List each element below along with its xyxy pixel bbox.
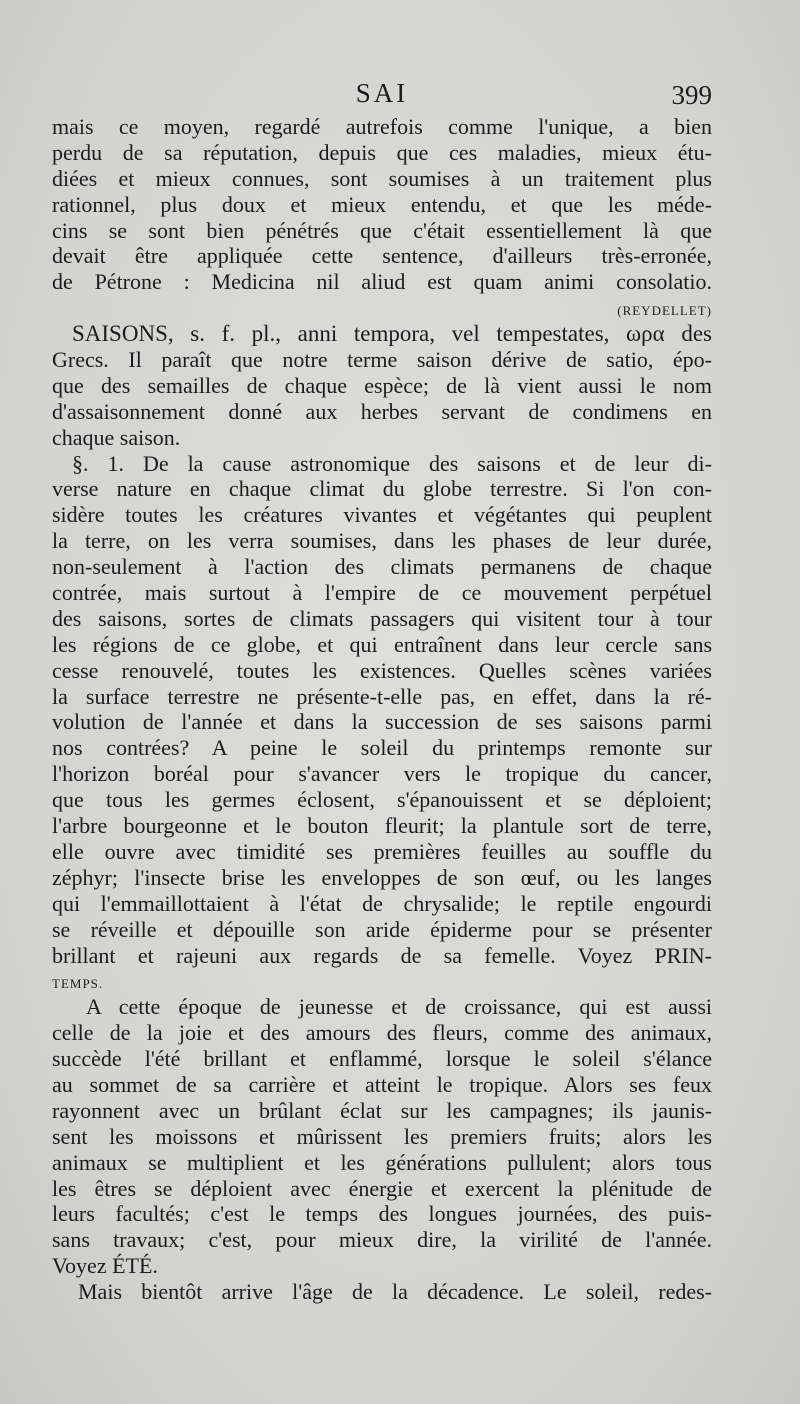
text-line: leurs facultés; c'est le temps des longues journées, des puis- [52,1201,712,1227]
text-line: devait être appliquée cette sentence, d'ailleurs très-erronée, [52,243,712,269]
text-line: les êtres se déploient avec énergie et exercent la plénitude de [52,1175,712,1201]
text-line: succède l'été brillant et enflammé, lorsque le soleil s'élance [52,1046,712,1072]
text-line: sans travaux; c'est, pour mieux dire, la virilité de l'année. [52,1227,712,1253]
text-line: que tous les germes éclosent, s'épanouissent et se déploient; [52,787,712,813]
cross-reference: TEMPS. [52,976,104,992]
text-line: perdu de sa réputation, depuis que ces maladies, mieux étu- [52,139,712,165]
author-name: (REYDELLET) [617,303,712,319]
text-line: Voyez ÉTÉ. [52,1253,158,1279]
text-line: animaux se multiplient et les générations pullulent; alors tous [52,1149,712,1175]
text-line: l'arbre bourgeonne et le bouton fleurit; la plantule sort de terre, [52,813,712,839]
text-line: que des semailles de chaque espèce; de là vient aussi le nom [52,372,712,398]
text-line: la terre, on les verra soumises, dans les phases de leur durée, [52,528,712,554]
text-line: d'assaisonnement donné aux herbes servant de condimens en [52,398,712,424]
text-line: des saisons, sortes de climats passagers qui visitent tour à tour [52,605,712,631]
text-line: au sommet de sa carrière et atteint le tropique. Alors ses feux [52,1071,712,1097]
text-line: sent les moissons et mûrissent les premiers fruits; alors les [52,1123,712,1149]
entry-headword-line: SAISONS, s. f. pl., anni tempora, vel tempestates, ωρα des [72,321,712,347]
text-line: rationnel, plus doux et mieux entendu, et que les méde- [52,191,712,217]
text-line: chaque saison. [52,424,181,450]
text-line: la surface terrestre ne présente-t-elle pas, en effet, dans la ré- [52,683,712,709]
text-line [52,968,712,994]
text-line: non-seulement à l'action des climats permanens de chaque [52,554,712,580]
text-line: elle ouvre avec timidité ses premières feuilles au souffle du [52,838,712,864]
text-line: Grecs. Il paraît que notre terme saison dérive de satio, épo- [52,347,712,373]
text-line: brillant et rajeuni aux regards de sa femelle. Voyez PRIN- [52,942,712,968]
text-line: l'horizon boréal pour s'avancer vers le tropique du cancer, [52,761,712,787]
text-line: zéphyr; l'insecte brise les enveloppes de son œuf, ou les langes [52,864,712,890]
text-line: de Pétrone : Medicina nil aliud est quam animi consolatio. [52,269,712,295]
text-line: les régions de ce globe, et qui entraînent dans leur cercle sans [52,631,712,657]
text-line: cins se sont bien pénétrés que c'était essentiellement là que [52,217,712,243]
text-line: nos contrées? A peine le soleil du printemps remonte sur [52,735,712,761]
text-line: Mais bientôt arrive l'âge de la décadence. Le soleil, redes- [78,1279,712,1305]
text-line: volution de l'année et dans la succession de ses saisons parmi [52,709,712,735]
text-line: celle de la joie et des amours des fleurs, comme des animaux, [52,1020,712,1046]
text-line: A cette époque de jeunesse et de croissance, qui est aussi [86,994,712,1020]
text-line: rayonnent avec un brûlant éclat sur les campagnes; ils jaunis- [52,1097,712,1123]
text-line: verse nature en chaque climat du globe terrestre. Si l'on con- [52,476,712,502]
text-line: contrée, mais surtout à l'empire de ce mouvement perpétuel [52,580,712,606]
text-line: sidère toutes les créatures vivantes et végétantes qui peuplent [52,502,712,528]
page-header [52,78,712,112]
text-line: se réveille et dépouille son aride épiderme pour se présenter [52,916,712,942]
text-column [52,114,712,1305]
running-head: SAI [355,78,409,108]
text-line: diées et mieux connues, sont soumises à un traitement plus [52,165,712,191]
author-signature [52,295,712,321]
section-heading-line: §. 1. De la cause astronomique des saisons et de leur di- [72,450,712,476]
text-line: qui l'emmaillottaient à l'état de chrysalide; le reptile engourdi [52,890,712,916]
text-line: cesse renouvelé, toutes les existences. Quelles scènes variées [52,657,712,683]
page-number: 399 [671,80,712,110]
text-line: mais ce moyen, regardé autrefois comme l'unique, a bien [52,114,712,139]
